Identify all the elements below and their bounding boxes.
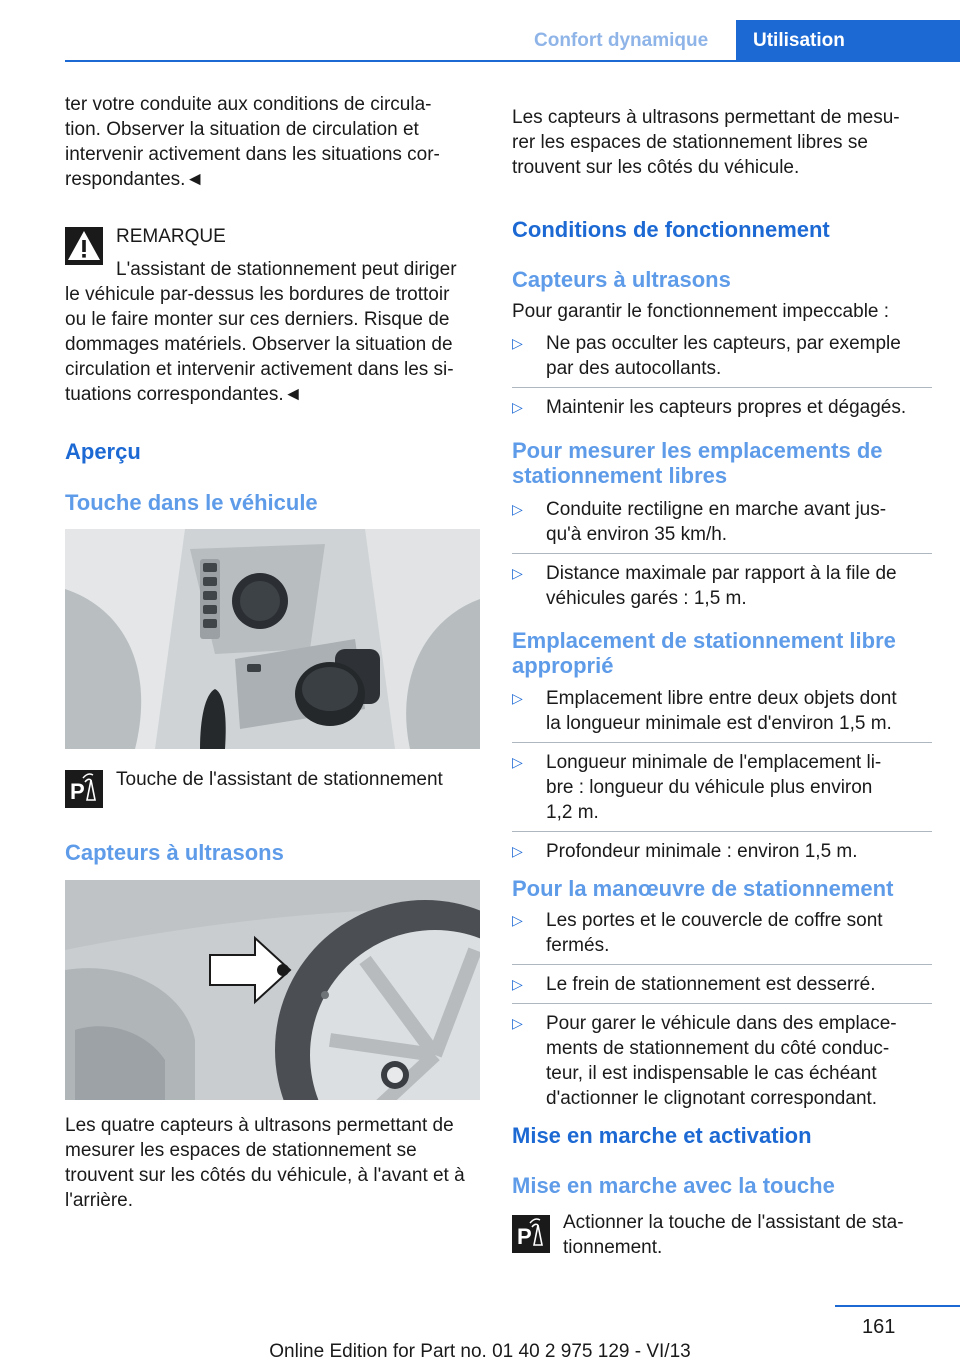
console-photo <box>65 529 480 749</box>
header-tab <box>736 20 960 62</box>
svg-text:P: P <box>70 779 85 804</box>
header-section-title: Confort dynamique <box>534 30 709 51</box>
mise-text: Actionner la touche de l'assistant de sta- tionnement. <box>563 1212 904 1258</box>
manoeuvre-list <box>512 908 932 1111</box>
mesurer-list <box>512 497 932 611</box>
page-number: 161 <box>862 1316 896 1338</box>
heading-capteurs-left: Capteurs à ultrasons <box>65 840 284 865</box>
warning-first-line: L'assistant de stationnement peut diriger <box>116 259 457 280</box>
list-item: ▷ Distance maximale par rapport à la file de véhicules garés : 1,5 m. <box>512 563 897 609</box>
right-intro-text: Les capteurs à ultrasons permettant de mesu- rer les espaces de stationnement libres se trouvent sur les côtés du véhicule. <box>512 107 900 178</box>
sensor-photo <box>65 880 480 1100</box>
left-intro-text: ter votre conduite aux conditions de circula- tion. Observer la situation de circulation et intervenir activement dans les situations cor- respondantes.◄ <box>65 94 440 190</box>
warning-text: le véhicule par-dessus les bordures de trottoir ou le faire monter sur ces derniers. Risque de dommages matériels. Observer la situation de circulation et intervenir activement dans les si- tuations correspondantes.◄ <box>65 284 454 405</box>
button-caption: Touche de l'assistant de stationnement <box>116 769 443 790</box>
list-item: ▷ Profondeur minimale : environ 1,5 m. <box>512 841 858 862</box>
list-item: ▷ Longueur minimale de l'emplacement li- bre : longueur du véhicule plus environ 1,2 m. <box>512 752 882 823</box>
park-assist-button-icon <box>65 770 103 808</box>
capteurs-left-text: Les quatre capteurs à ultrasons permettant de mesurer les espaces de stationnement se trouvent sur les côtés du véhicule, à l'avant et à l'arrière. <box>65 1115 465 1211</box>
heading-touche-vehicule: Touche dans le véhicule <box>65 490 318 515</box>
heading-mise-touche: Mise en marche avec la touche <box>512 1173 835 1198</box>
warning-title: REMARQUE <box>116 226 226 247</box>
capteurs-list <box>512 331 932 420</box>
list-item: ▷ Les portes et le couvercle de coffre sont fermés. <box>512 910 883 956</box>
list-item: ▷ Maintenir les capteurs propres et dégagés. <box>512 397 907 418</box>
list-item: ▷ Ne pas occulter les capteurs, par exemple par des autocollants. <box>512 333 901 379</box>
heading-conditions: Conditions de fonctionnement <box>512 217 830 242</box>
list-item: ▷ Le frein de stationnement est desserré. <box>512 974 876 995</box>
list-item: ▷ Conduite rectiligne en marche avant jus- qu'à environ 35 km/h. <box>512 499 887 545</box>
heading-manoeuvre: Pour la manœuvre de stationnement <box>512 876 894 901</box>
header-rule <box>65 60 960 62</box>
edition-footer: Online Edition for Part no. 01 40 2 975 129 - VI/13 <box>269 1341 691 1362</box>
warning-triangle-icon <box>65 227 103 265</box>
list-item: ▷ Pour garer le véhicule dans des emplace- ments de stationnement du côté conduc- teur, il est indispensable le cas échéant d'actionner le clignotant correspondant. <box>512 1013 897 1109</box>
header-tab-label: Utilisation <box>753 30 845 51</box>
heading-mesurer: Pour mesurer les emplacements de stationnement libres <box>512 438 883 488</box>
heading-emplacement: Emplacement de stationnement libre approprié <box>512 628 896 678</box>
heading-mise-en-marche: Mise en marche et activation <box>512 1123 812 1148</box>
footer-rule <box>835 1305 960 1307</box>
heading-capteurs-right: Capteurs à ultrasons <box>512 267 731 292</box>
list-item: ▷ Emplacement libre entre deux objets dont la longueur minimale est d'environ 1,5 m. <box>512 688 897 734</box>
emplacement-list <box>512 686 932 864</box>
heading-apercu: Aperçu <box>65 439 141 464</box>
park-assist-button-icon-2 <box>512 1215 550 1253</box>
svg-text:P: P <box>517 1224 532 1249</box>
capteurs-lead: Pour garantir le fonctionnement impeccable : <box>512 301 890 322</box>
